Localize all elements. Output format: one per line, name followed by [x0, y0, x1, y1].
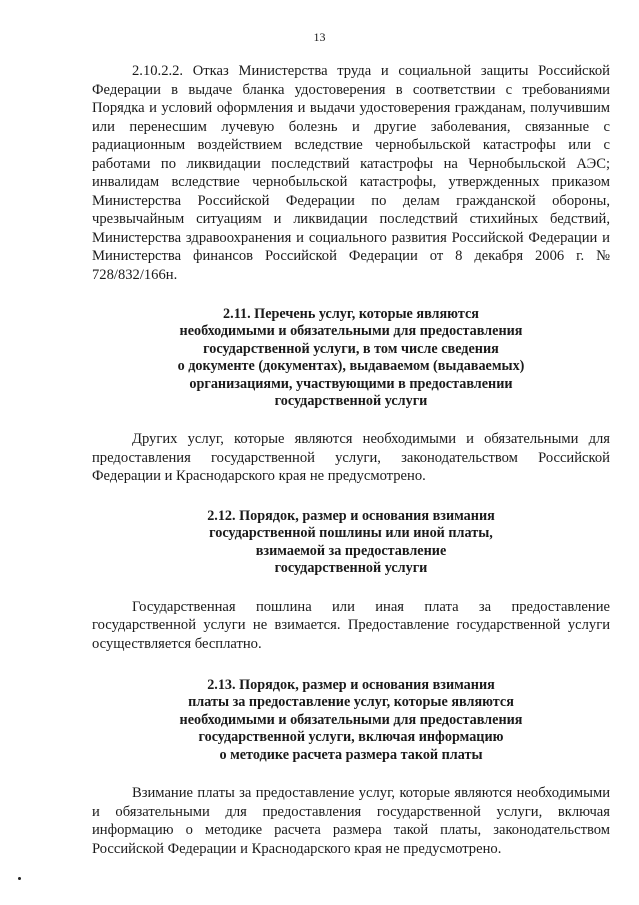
heading-line: платы за предоставление услуг, которые являются	[188, 694, 514, 711]
paragraph-2-12: Государственная пошлина или иная плата за предоставление государственной услуги не взимается. Предоставление государственной услуги осуществляется бесплатно.	[92, 598, 610, 652]
heading-2-11	[92, 306, 610, 410]
heading-line: необходимыми и обязательными для предоставления	[179, 711, 523, 728]
paragraph-2-13: Взимание платы за предоставление услуг, которые являются необходимыми и обязательными для предоставления государственной услуги, включая информацию о методике расчета размера такой платы, законодательством Российской Федерации и Краснодарского края не предусмотрено.	[92, 785, 610, 857]
heading-line: о документе (документах), выдаваемом (выдаваемых)	[177, 358, 525, 375]
heading-line: государственной услуги	[274, 393, 428, 410]
heading-line: государственной пошлины или иной платы,	[209, 525, 493, 542]
heading-2-12	[92, 508, 610, 578]
paragraph-2-11: Других услуг, которые являются необходимыми и обязательными для предоставления государственной услуги, законодательством Российской Федерации и Краснодарского края не предусмотрено.	[92, 431, 610, 485]
heading-line: необходимыми и обязательными для предоставления	[179, 323, 523, 340]
heading-line: взимаемой за предоставление	[255, 542, 447, 559]
scan-speck	[18, 877, 21, 880]
heading-line: государственной услуги, в том числе сведения	[203, 340, 499, 357]
heading-line: организациями, участвующими в предоставлении	[189, 375, 513, 392]
page-number: 13	[313, 30, 326, 44]
heading-2-13	[92, 677, 610, 764]
paragraph-2-10-2-2: 2.10.2.2. Отказ Министерства труда и социальной защиты Российской Федерации в выдаче бланка удостоверения в соответствии с требованиями Порядка и условий оформления и выдачи удостоверения гражданам, получившим или перенесшим лучевую болезнь и другие заболевания, связанные с радиационным воздействием вследствие чернобыльской катастрофы или с работами по ликвидации последствий катастрофы на Чернобыльской АЭС; инвалидам вследствие чернобыльской катастрофы, утвержденных приказом Министерства Российской Федерации по делам гражданской обороны, чрезвычайным ситуациям и ликвидации последствий стихийных бедствий, Министерства здравоохранения и социального развития Российской Федерации и Министерства финансов Российской Федерации от 8 декабря 2006 г. № 728/832/166н.	[92, 63, 610, 283]
heading-line: государственной услуги, включая информацию	[198, 729, 504, 746]
heading-line: 2.12. Порядок, размер и основания взимания	[207, 507, 495, 524]
document-body	[92, 62, 610, 858]
heading-line: государственной услуги	[274, 560, 428, 577]
heading-line: о методике расчета размера такой платы	[219, 746, 483, 763]
heading-line: 2.11. Перечень услуг, которые являются	[223, 306, 479, 322]
heading-line: 2.13. Порядок, размер и основания взимания	[207, 677, 495, 694]
